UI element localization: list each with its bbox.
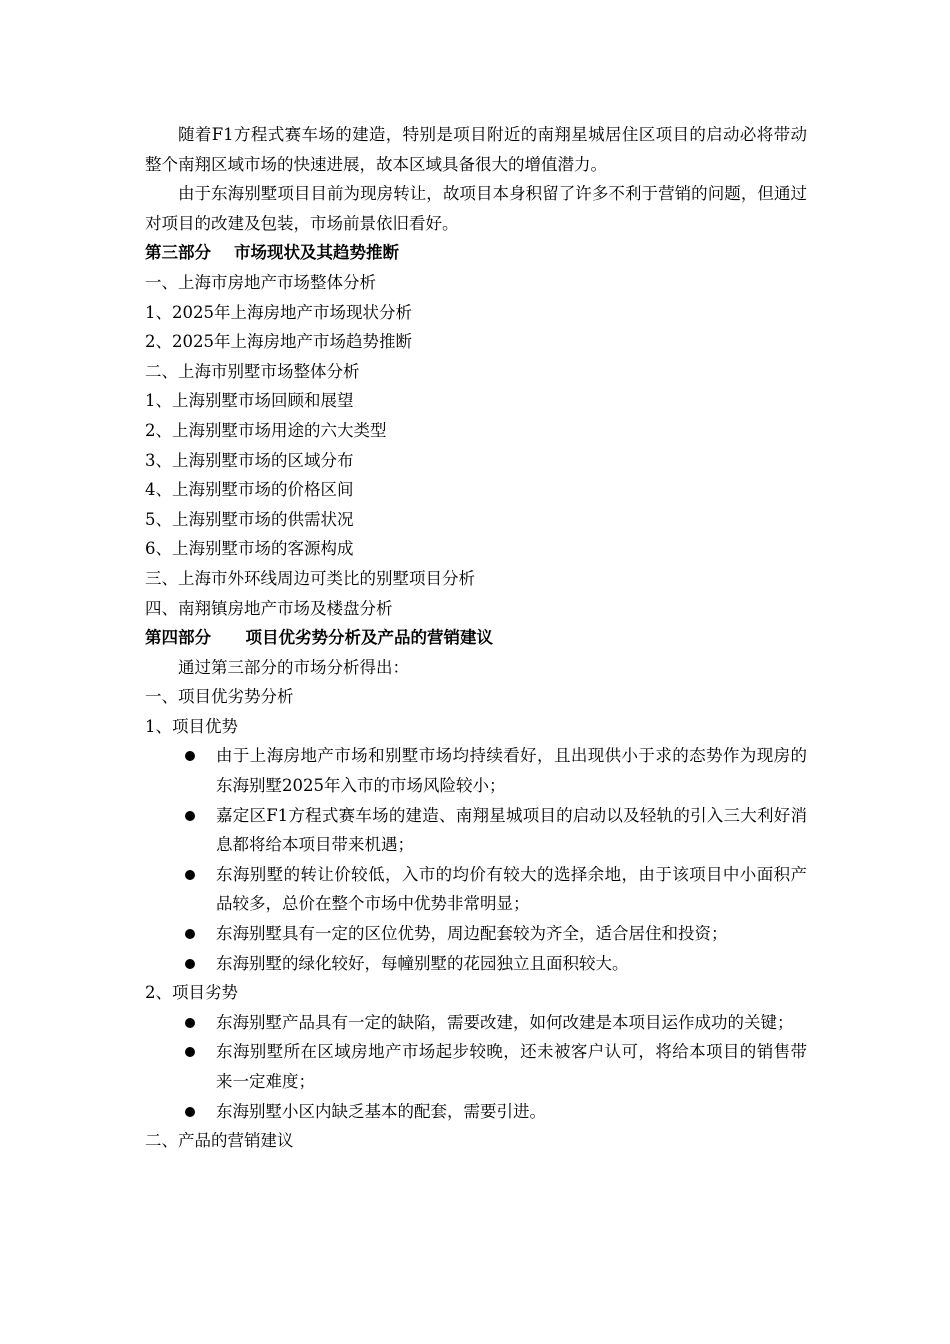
outline-item: 5、上海别墅市场的供需状况 bbox=[145, 509, 354, 529]
advantage-item bbox=[145, 741, 807, 800]
disadvantage-text: 东海别墅小区内缺乏基本的配套，需要引进。 bbox=[216, 1101, 546, 1121]
document-page bbox=[145, 120, 807, 1156]
outline-item: 一、上海市房地产市场整体分析 bbox=[145, 272, 376, 292]
advantage-text: 由于上海房地产市场和别墅市场均持续看好，且出现供小于求的态势作为现房的东海别墅2025年入市的市场风险较小； bbox=[216, 746, 807, 796]
outline-item: 2、2025年上海房地产市场趋势推断 bbox=[145, 332, 412, 352]
advantage-item bbox=[145, 919, 807, 949]
outline-item: 二、上海市别墅市场整体分析 bbox=[145, 361, 360, 381]
disadvantages-list bbox=[145, 1008, 807, 1126]
advantage-text: 东海别墅具有一定的区位优势，周边配套较为齐全，适合居住和投资； bbox=[216, 924, 728, 944]
bullet-icon bbox=[185, 1047, 195, 1057]
disadvantage-text: 东海别墅产品具有一定的缺陷，需要改建，如何改建是本项目运作成功的关键； bbox=[216, 1012, 794, 1032]
outline-item: 6、上海别墅市场的客源构成 bbox=[145, 539, 354, 559]
intro-paragraph: 由于东海别墅项目目前为现房转让，故项目本身积留了许多不利于营销的问题，但通过对项目的改建及包装，市场前景依旧看好。 bbox=[145, 184, 807, 233]
outline-item: 四、南翔镇房地产市场及楼盘分析 bbox=[145, 598, 393, 618]
bullet-icon bbox=[185, 959, 195, 969]
intro-paragraph: 随着F1方程式赛车场的建造，特别是项目附近的南翔星城居住区项目的启动必将带动整个南翔区域市场的快速进展，故本区域具备很大的增值潜力。 bbox=[145, 125, 807, 174]
part4-heading: 第四部分 项目优劣势分析及产品的营销建议 bbox=[145, 628, 493, 648]
outline-item: 3、上海别墅市场的区域分布 bbox=[145, 450, 354, 470]
section-title: 二、产品的营销建议 bbox=[145, 1131, 294, 1151]
bullet-icon bbox=[185, 929, 195, 939]
advantage-text: 嘉定区F1方程式赛车场的建造、南翔星城项目的启动以及轻轨的引入三大利好消息都将给本项目带来机遇； bbox=[216, 805, 807, 855]
advantage-text: 东海别墅的转让价较低，入市的均价有较大的选择余地，由于该项目中小面积产品较多，总价在整个市场中优势非常明显； bbox=[216, 864, 807, 914]
subsection-title: 2、项目劣势 bbox=[145, 983, 238, 1003]
subsection-title: 1、项目优势 bbox=[145, 716, 238, 736]
outline-item: 2、上海别墅市场用途的六大类型 bbox=[145, 420, 387, 440]
disadvantage-item bbox=[145, 1097, 807, 1127]
advantages-list bbox=[145, 741, 807, 978]
disadvantage-text: 东海别墅所在区域房地产市场起步较晚，还未被客户认可，将给本项目的销售带来一定难度； bbox=[216, 1042, 807, 1091]
outline-item: 三、上海市外环线周边可类比的别墅项目分析 bbox=[145, 568, 475, 588]
bullet-icon bbox=[185, 1107, 195, 1117]
bullet-icon bbox=[185, 1018, 195, 1028]
disadvantage-item bbox=[145, 1008, 807, 1038]
disadvantage-item bbox=[145, 1037, 807, 1096]
advantage-text: 东海别墅的绿化较好，每幢别墅的花园独立且面积较大。 bbox=[216, 953, 629, 973]
bullet-icon bbox=[185, 811, 195, 821]
bullet-icon bbox=[185, 751, 195, 761]
bullet-icon bbox=[185, 870, 195, 880]
outline-item: 4、上海别墅市场的价格区间 bbox=[145, 480, 354, 500]
outline-item: 1、2025年上海房地产市场现状分析 bbox=[145, 302, 412, 322]
section-title: 一、项目优劣势分析 bbox=[145, 687, 294, 707]
part4-intro: 通过第三部分的市场分析得出： bbox=[178, 657, 409, 677]
advantage-item bbox=[145, 801, 807, 860]
outline-item: 1、上海别墅市场回顾和展望 bbox=[145, 391, 354, 411]
part3-heading: 第三部分 市场现状及其趋势推断 bbox=[145, 243, 399, 263]
advantage-item bbox=[145, 860, 807, 919]
advantage-item bbox=[145, 949, 807, 979]
